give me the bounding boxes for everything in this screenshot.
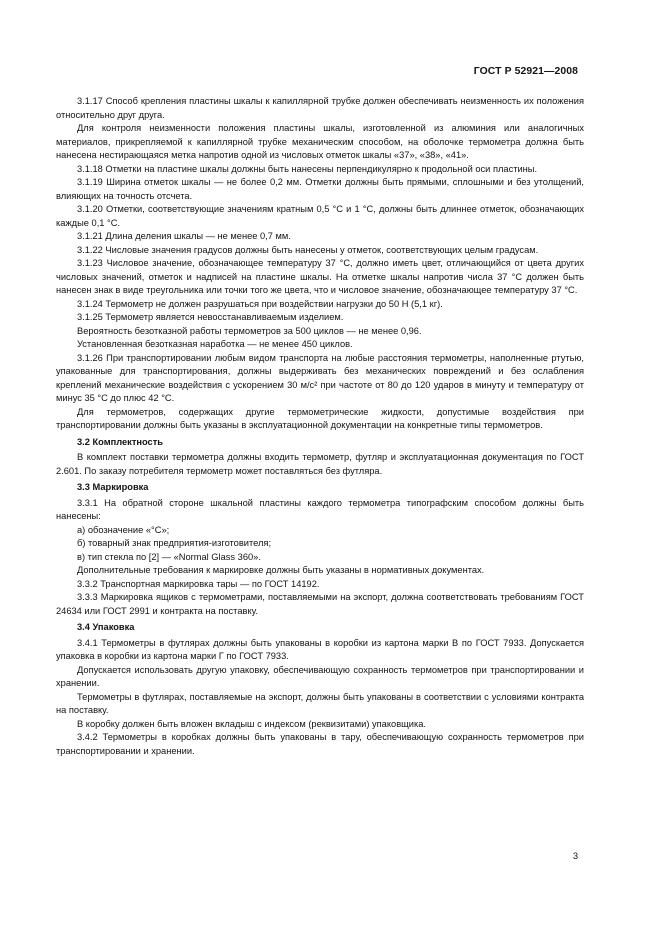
paragraph: 3.1.26 При транспортировании любым видом транспорта на любые расстояния термометры, наполненные ртутью, упакованные для транспортирования, должны выдерживать без механических повреждений и без ослабления креплений механические воздействия с ускорением 30 м/с² при частоте от 80 до 120 ударов в минуту и температуру от минус 35 °С до плюс 42 °С. bbox=[56, 352, 584, 403]
paragraph: 3.1.17 Способ крепления пластины шкалы к капиллярной трубке должен обеспечивать неизменность их положения относительно друг друга. bbox=[56, 96, 584, 120]
paragraph: Термометры в футлярах, поставляемые на экспорт, должны быть упакованы в соответствии с условиями контракта на поставку. bbox=[56, 691, 584, 715]
paragraph: 3.1.24 Термометр не должен разрушаться при воздействии нагрузки до 50 Н (5,1 кг). bbox=[77, 298, 443, 309]
document-body bbox=[56, 95, 584, 758]
paragraph: Для термометров, содержащих другие термометрические жидкости, допустимые воздействия при транспортировании должны быть указаны в эксплуатационной документации на конкретные типы термометров. bbox=[56, 406, 584, 430]
paragraph: 3.3.2 Транспортная маркировка тары — по ГОСТ 14192. bbox=[77, 578, 320, 589]
paragraph: Для контроля неизменности положения пластины шкалы, изготовленной из алюминия или аналогичных материалов, прикрепляемой к капиллярной трубке механическим способом, на оболочке термометра должна быть нанесена нестирающаяся метка напротив одной из числовых отметок шкалы «37», «38», «41». bbox=[56, 123, 584, 160]
paragraph: Дополнительные требования к маркировке должны быть указаны в нормативных документах. bbox=[77, 565, 485, 575]
paragraph: 3.1.19 Ширина отметок шкалы — не более 0,2 мм. Отметки должны быть прямыми, сплошными и без утолщений, влияющих на точность отсчета. bbox=[56, 177, 584, 201]
paragraph: 3.4.2 Термометры в коробках должны быть упакованы в тару, обеспечивающую сохранность термометров при транспортировании и хранении. bbox=[56, 732, 584, 756]
section-heading: 3.4 Упаковка bbox=[77, 622, 135, 632]
paragraph: 3.1.22 Числовые значения градусов должны быть нанесены у отметок, соответствующих целым градусам. bbox=[77, 244, 539, 255]
paragraph: 3.1.18 Отметки на пластине шкалы должны быть нанесены перпендикулярно к продольной оси пластины. bbox=[77, 163, 538, 174]
paragraph: Установленная безотказная наработка — не менее 450 циклов. bbox=[77, 339, 353, 349]
paragraph: В комплект поставки термометра должны входить термометр, футляр и эксплуатационная документация по ГОСТ 2.601. По заказу потребителя термометр может поставляться без футляра. bbox=[56, 452, 584, 476]
document-header: ГОСТ Р 52921—2008 bbox=[473, 66, 578, 77]
paragraph: В коробку должен быть вложен вкладыш с индексом (реквизитами) упаковщика. bbox=[77, 718, 426, 729]
paragraph: 3.3.3 Маркировка ящиков с термометрами, поставляемыми на экспорт, должна соответствовать требованиям ГОСТ 24634 или ГОСТ 2991 и контракта на поставку. bbox=[56, 592, 584, 616]
paragraph: 3.3.1 На обратной стороне шкальной пластины каждого термометра типографским способом должны быть нанесены: bbox=[56, 497, 584, 521]
paragraph: 3.1.25 Термометр является невосстанавливаемым изделием. bbox=[77, 312, 344, 322]
paragraph: 3.1.20 Отметки, соответствующие значениям кратным 0,5 °С и 1 °С, должны быть длиннее отметок, обозначающих каждые 0,1 °С. bbox=[56, 204, 584, 228]
paragraph: 3.1.21 Длина деления шкалы — не менее 0,7 мм. bbox=[77, 231, 291, 241]
paragraph: 3.4.1 Термометры в футлярах должны быть упакованы в коробки из картона марки В по ГОСТ 7933. Допускается упаковка в коробки из картона марки Г по ГОСТ 7933. bbox=[56, 637, 584, 661]
page-number: 3 bbox=[572, 851, 578, 861]
section-heading: 3.2 Комплектность bbox=[77, 436, 164, 447]
section-heading: 3.3 Маркировка bbox=[77, 482, 149, 492]
list-item: б) товарный знак предприятия-изготовителя; bbox=[77, 538, 272, 548]
paragraph: Допускается использовать другую упаковку, обеспечивающую сохранность термометров при транспортировании и хранении. bbox=[56, 664, 584, 688]
list-item: а) обозначение «°С»; bbox=[77, 524, 170, 535]
list-item: в) тип стекла по [2] — «Normal Glass 360». bbox=[77, 551, 261, 562]
paragraph: Вероятность безотказной работы термометров за 500 циклов — не менее 0,96. bbox=[77, 325, 422, 336]
paragraph: 3.1.23 Числовое значение, обозначающее температуру 37 °С, должно иметь цвет, отличающийся от цвета других числовых значений, отметок и надписей на пластине шкалы. На отметке шкалы напротив числа 37 °С должен быть нанесен знак в виде треугольника или точки того же цвета, что и числовое значение, обозначающее температуру 37 °С. bbox=[56, 258, 584, 295]
